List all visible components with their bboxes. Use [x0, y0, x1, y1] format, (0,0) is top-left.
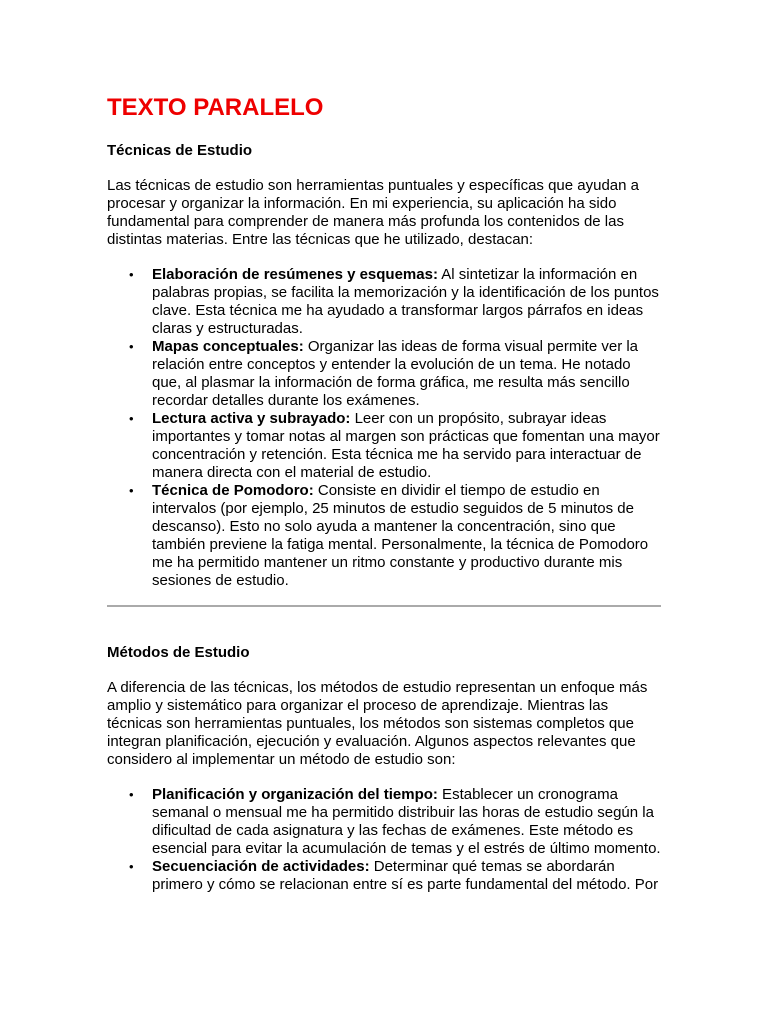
list-item-term: Técnica de Pomodoro:	[152, 482, 314, 499]
list-item	[107, 482, 663, 590]
list-item-text: Establecer un cronograma semanal o mensual me ha permitido distribuir las horas de estudio según la dificultad de cada asignatura y las fechas de exámenes. Este método es esencial para evitar la acumulación de temas y el estrés de último momento.	[152, 786, 661, 857]
bullet-icon: •	[129, 411, 134, 426]
list-item-text: Consiste en dividir el tiempo de estudio en intervalos (por ejemplo, 25 minutos de estudio seguidos de 5 minutos de descanso). Esto no solo ayuda a mantener la concentración, sino que también previene la fatiga mental. Personalmente, la técnica de Pomodoro me ha permitido mantener un ritmo constante y productivo durante mis sesiones de estudio.	[152, 482, 649, 589]
list-item-text: Determinar qué temas se abordarán primero y cómo se relacionan entre sí es parte fundamental del método. Por	[152, 858, 659, 893]
section-heading-bold: Estudio	[194, 644, 250, 661]
horizontal-divider	[107, 605, 661, 607]
list-item-term: Lectura activa y subrayado:	[152, 410, 351, 427]
list-item-text: Leer con un propósito, subrayar ideas importantes y tomar notas al margen son prácticas que fomentan una mayor concentración y retención. Esta técnica me ha servido para interactuar de manera directa con el material de estudio.	[152, 410, 660, 481]
section-heading-metodos	[107, 643, 250, 663]
section-heading-plain: Métodos de	[107, 644, 195, 661]
bullet-icon: •	[129, 267, 134, 282]
bullet-icon: •	[129, 859, 134, 874]
list-item-term: Elaboración de resúmenes y esquemas:	[152, 266, 438, 283]
techniques-list	[107, 266, 663, 590]
section-intro-paragraph: A diferencia de las técnicas, los métodos de estudio representan un enfoque más amplio y sistemático para organizar el proceso de aprendizaje. Mientras las técnicas son herramientas puntuales, los métodos son sistemas completos que integran planificación, ejecución y evaluación. Algunos aspectos relevantes que considero al implementar un método de estudio son:	[107, 679, 648, 768]
section-heading-bold: Técnicas de Estudio	[107, 142, 253, 159]
list-item	[107, 410, 663, 482]
document-title: TEXTO PARALELO	[107, 94, 324, 121]
bullet-icon: •	[129, 339, 134, 354]
list-item-text: Al sintetizar la información en palabras propias, se facilita la memorización y la identificación de los puntos clave. Esta técnica me ha ayudado a transformar largos párrafos en ideas claras y estructuradas.	[152, 266, 659, 337]
list-item-term: Secuenciación de actividades:	[152, 858, 370, 875]
list-item	[107, 858, 663, 894]
bullet-icon: •	[129, 787, 134, 802]
methods-list	[107, 786, 663, 894]
list-item-text: Organizar las ideas de forma visual permite ver la relación entre conceptos y entender la evolución de un tema. He notado que, al plasmar la información de forma gráfica, me resulta más sencillo recordar detalles durante los exámenes.	[152, 338, 639, 409]
section-intro-paragraph: Las técnicas de estudio son herramientas puntuales y específicas que ayudan a procesar y organizar la información. En mi experiencia, su aplicación ha sido fundamental para comprender de manera más profunda los contenidos de las distintas materias. Entre las técnicas que he utilizado, destacan:	[107, 177, 640, 248]
list-item-term: Mapas conceptuales:	[152, 338, 304, 355]
list-item-term: Planificación y organización del tiempo:	[152, 786, 438, 803]
list-item	[107, 266, 663, 338]
list-item	[107, 786, 663, 858]
list-item	[107, 338, 663, 410]
bullet-icon: •	[129, 483, 134, 498]
section-heading-tecnicas	[107, 141, 252, 161]
